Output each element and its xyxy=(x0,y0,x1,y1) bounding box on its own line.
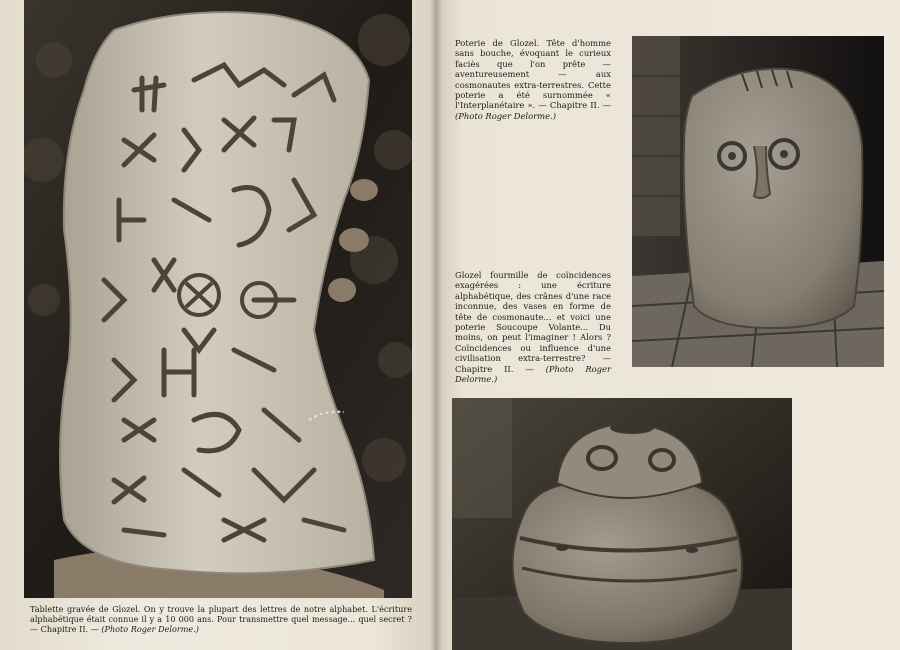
head-pottery-illustration xyxy=(632,36,884,367)
saucer-pottery-illustration xyxy=(452,398,792,650)
caption-head-text: Poterie de Glozel. Tête d'homme sans bouche, évoquant le curieux faciès que l'on prête — aventureusement — aux cosmonautes extra-terrestres. Cette poterie a été surnommée « l'Interplanétaire ». — Chapitre II. — xyxy=(455,38,611,111)
caption-tablet xyxy=(30,604,412,635)
tablet-illustration xyxy=(24,0,412,598)
caption-tablet-text: Tablette gravée de Glozel. On y trouve la plupart des lettres de notre alphabet. L'écriture alphabétique était connue il y a 10 000 ans. Pour transmettre quel message... quel secret ? — Chapitre II. — xyxy=(30,604,412,635)
caption-head-pottery xyxy=(455,38,611,121)
caption-saucer-pottery xyxy=(455,270,611,384)
photo-saucer-pottery xyxy=(452,398,792,650)
caption-pot-credit: (Photo Roger Delorme.) xyxy=(455,363,611,385)
caption-head-credit: (Photo Roger Delorme.) xyxy=(455,110,556,121)
caption-tablet-credit: (Photo Roger Delorme.) xyxy=(101,624,199,635)
book-gutter xyxy=(430,0,442,650)
photo-head-pottery xyxy=(632,36,884,367)
caption-pot-text: Glozel fourmille de coïncidences exagérées : une écriture alphabétique, des crânes d'une race inconnue, des vases en forme de tête de cosmonaute... et voici une poterie Soucoupe Volante... Du moins, on peut l'imaginer ! Alors ? Coïncidences ou influence d'une civilisation extra-terrestre? — Chapitre II. — xyxy=(455,270,611,374)
photo-engraved-tablet xyxy=(24,0,412,598)
